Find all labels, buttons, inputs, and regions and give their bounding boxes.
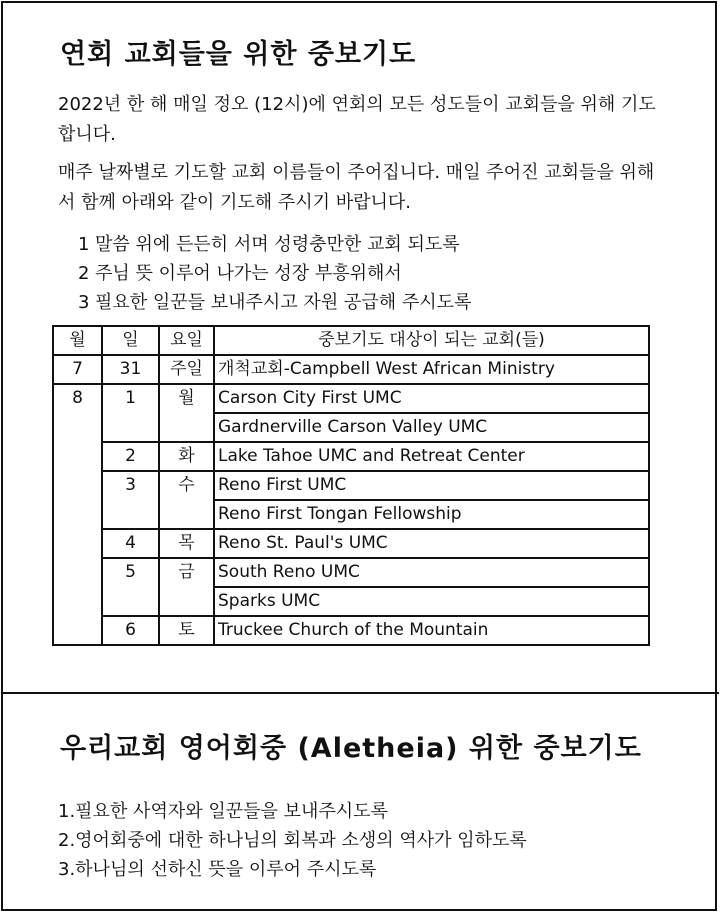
cell-weekday: 목 [159,529,214,558]
cell-day: 5 [102,558,159,616]
list-item: 2.영어회중에 대한 하나님의 회복과 소생의 역사가 임하도록 [58,830,527,851]
cell-church: Lake Tahoe UMC and Retreat Center [214,442,649,471]
table-row [53,616,649,645]
prayer-item: 3 필요한 일꾼들 보내주시고 자원 공급해 주시도록 [78,292,472,313]
list-item: 1.필요한 사역자와 일꾼들을 보내주시도록 [58,801,388,822]
header-church: 중보기도 대상이 되는 교회(들) [214,326,649,355]
table-row [53,471,649,500]
cell-day: 1 [102,384,159,442]
cell-month: 7 [53,355,102,384]
cell-church: Truckee Church of the Mountain [214,616,649,645]
prayer-item: 1 말씀 위에 든든히 서며 성령충만한 교회 되도록 [78,234,460,255]
table-row [53,355,649,384]
header-month: 월 [53,326,102,355]
cell-weekday: 화 [159,442,214,471]
prayer-schedule-table [52,325,650,646]
cell-church: Reno St. Paul's UMC [214,529,649,558]
section-divider [1,692,719,694]
cell-day: 3 [102,471,159,529]
cell-weekday: 금 [159,558,214,616]
table-row [53,558,649,587]
cell-church: Gardnerville Carson Valley UMC [214,413,649,442]
cell-day: 31 [102,355,159,384]
header-weekday: 요일 [159,326,214,355]
cell-church: South Reno UMC [214,558,649,587]
header-day: 일 [102,326,159,355]
cell-weekday: 토 [159,616,214,645]
table-row [53,442,649,471]
table-header-row [53,326,649,355]
cell-weekday: 주일 [159,355,214,384]
intro-paragraph: 2022년 한 해 매일 정오 (12시)에 연회의 모든 성도들이 교회들을 위해 기도합니다. [58,94,656,145]
section1-title: 연회 교회들을 위한 중보기도 [60,39,417,70]
cell-church: Sparks UMC [214,587,649,616]
cell-day: 6 [102,616,159,645]
prayer-item: 2 주님 뜻 이루어 나가는 성장 부흥위해서 [78,263,402,284]
cell-weekday: 월 [159,384,214,442]
table-row [53,529,649,558]
cell-church: Reno First UMC [214,471,649,500]
cell-month: 8 [53,384,102,645]
table-row [53,384,649,413]
cell-weekday: 수 [159,471,214,529]
instruction-paragraph: 매주 날짜별로 기도할 교회 이름들이 주어집니다. 매일 주어진 교회들을 위해서 함께 아래와 같이 기도해 주시기 바랍니다. [58,162,655,213]
aletheia-prayer-list [58,797,527,884]
cell-day: 2 [102,442,159,471]
cell-church: Reno First Tongan Fellowship [214,500,649,529]
cell-church: 개척교회-Campbell West African Ministry [214,355,649,384]
cell-day: 4 [102,529,159,558]
list-item: 3.하나님의 선하신 뜻을 이루어 주시도록 [58,859,377,880]
prayer-list [78,230,471,317]
cell-church: Carson City First UMC [214,384,649,413]
section2-title: 우리교회 영어회중 (Aletheia) 위한 중보기도 [60,733,642,764]
